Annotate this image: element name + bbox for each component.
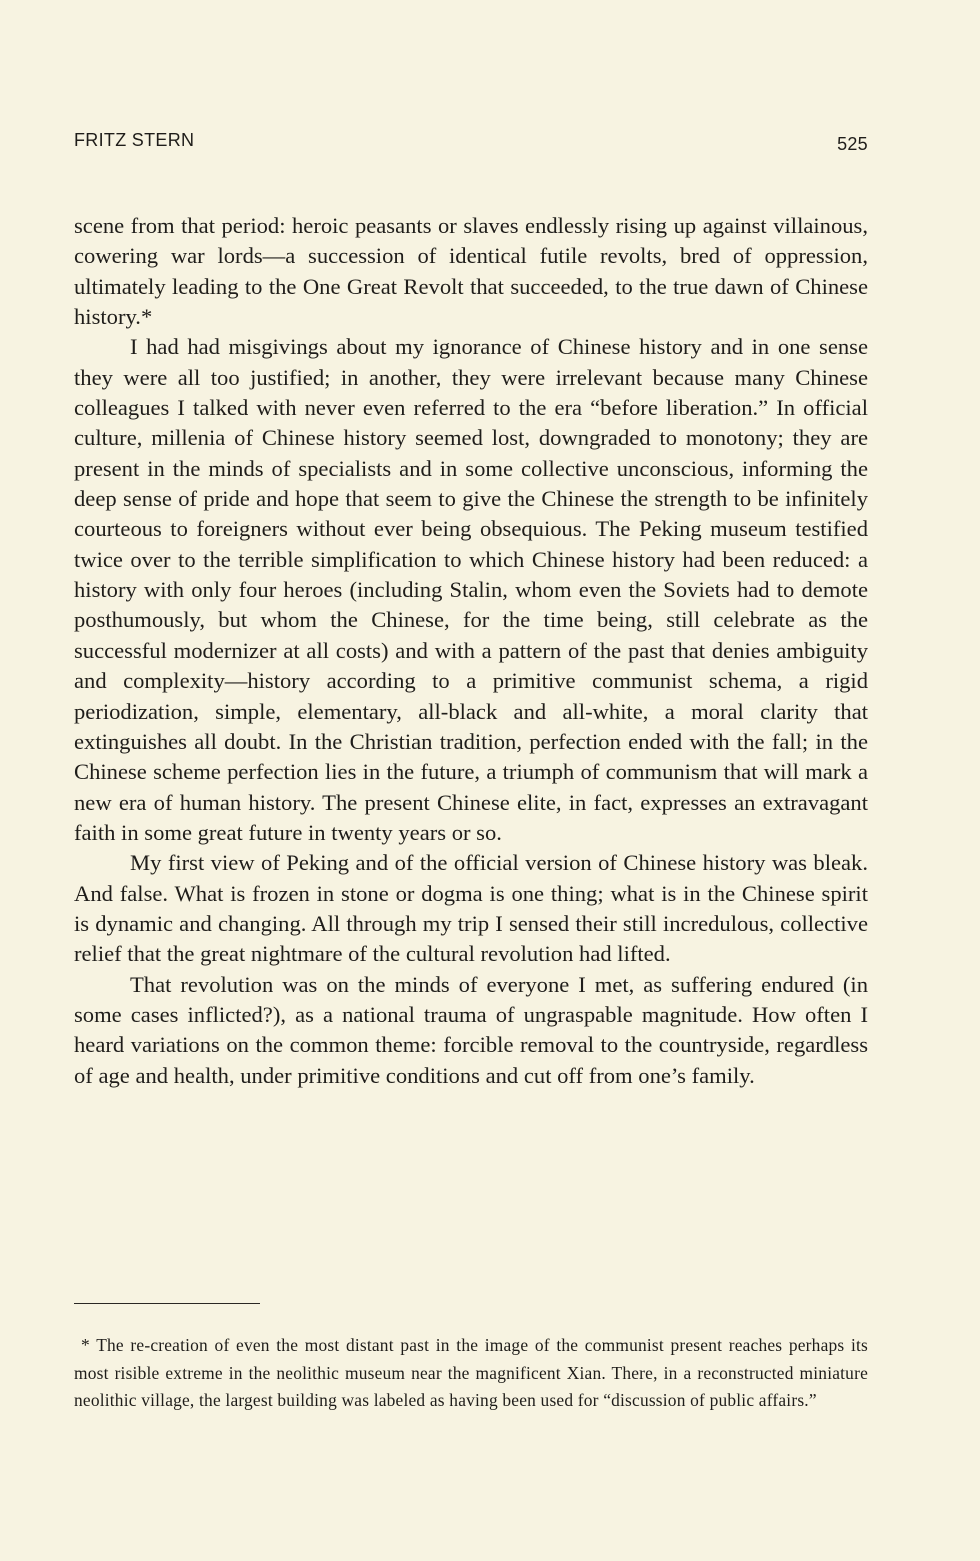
paragraph-first-view: My first view of Peking and of the official version of Chinese history was bleak. And false. What is frozen in stone or dogma is one thing; what is in the Chinese spirit is dynamic and changing. All through my trip I sensed their still incredulous, collective relief that the great nightmare of the cultural revolution had lifted. xyxy=(74,850,868,967)
footnote-divider xyxy=(74,1303,260,1304)
running-head-author: FRITZ STERN xyxy=(74,130,195,150)
running-head xyxy=(74,130,868,156)
paragraph-continued: scene from that period: heroic peasants or slaves endlessly rising up against villainous, cowering war lords—a succession of identical futile revolts, bred of oppression, ultimately leading to the One Great Revolt that succeeded, to the true dawn of Chinese history.* xyxy=(74,213,868,330)
book-page xyxy=(74,0,868,1561)
paragraph-misgivings: I had had misgivings about my ignorance of Chinese history and in one sense they were all too justified; in another, they were irrelevant because many Chinese colleagues I talked with never even referred to the era “before liberation.” In official culture, millenia of Chinese history seemed lost, downgraded to monotony; they are present in the minds of specialists and in some collective unconscious, informing the deep sense of pride and hope that seem to give the Chinese the strength to be infinitely courteous to foreigners without ever being obsequious. The Peking museum testified twice over to the terrible simplification to which Chinese history had been reduced: a history with only four heroes (including Stalin, whom even the Soviets had to demote posthumously, but whom the Chinese, for the time being, still celebrate as the successful modernizer at all costs) and with a pattern of the past that denies ambiguity and complexity—history according to a primitive communist schema, a rigid periodization, simple, elementary, all-black and all-white, a moral clarity that extinguishes all doubt. In the Christian tradition, perfection ended with the fall; in the Chinese scheme perfection lies in the future, a triumph of communism that will mark a new era of human history. The present Chinese elite, in fact, expresses an extravagant faith in some great future in twenty years or so. xyxy=(74,334,868,845)
paragraph-revolution: That revolution was on the minds of everyone I met, as suffering endured (in some cases inflicted?), as a national trauma of ungraspable magnitude. How often I heard variations on the common theme: forcible removal to the countryside, regardless of age and health, under primitive conditions and cut off from one’s family. xyxy=(74,971,868,1088)
body-text xyxy=(74,211,868,1091)
footnote: * The re-creation of even the most distant past in the image of the communist present reaches perhaps its most risible extreme in the neolithic museum near the magnificent Xian. There, in a reconstructed miniature neolithic village, the largest building was labeled as having been used for “discussion of public affairs.” xyxy=(74,1335,868,1410)
page-number: 525 xyxy=(837,134,868,154)
